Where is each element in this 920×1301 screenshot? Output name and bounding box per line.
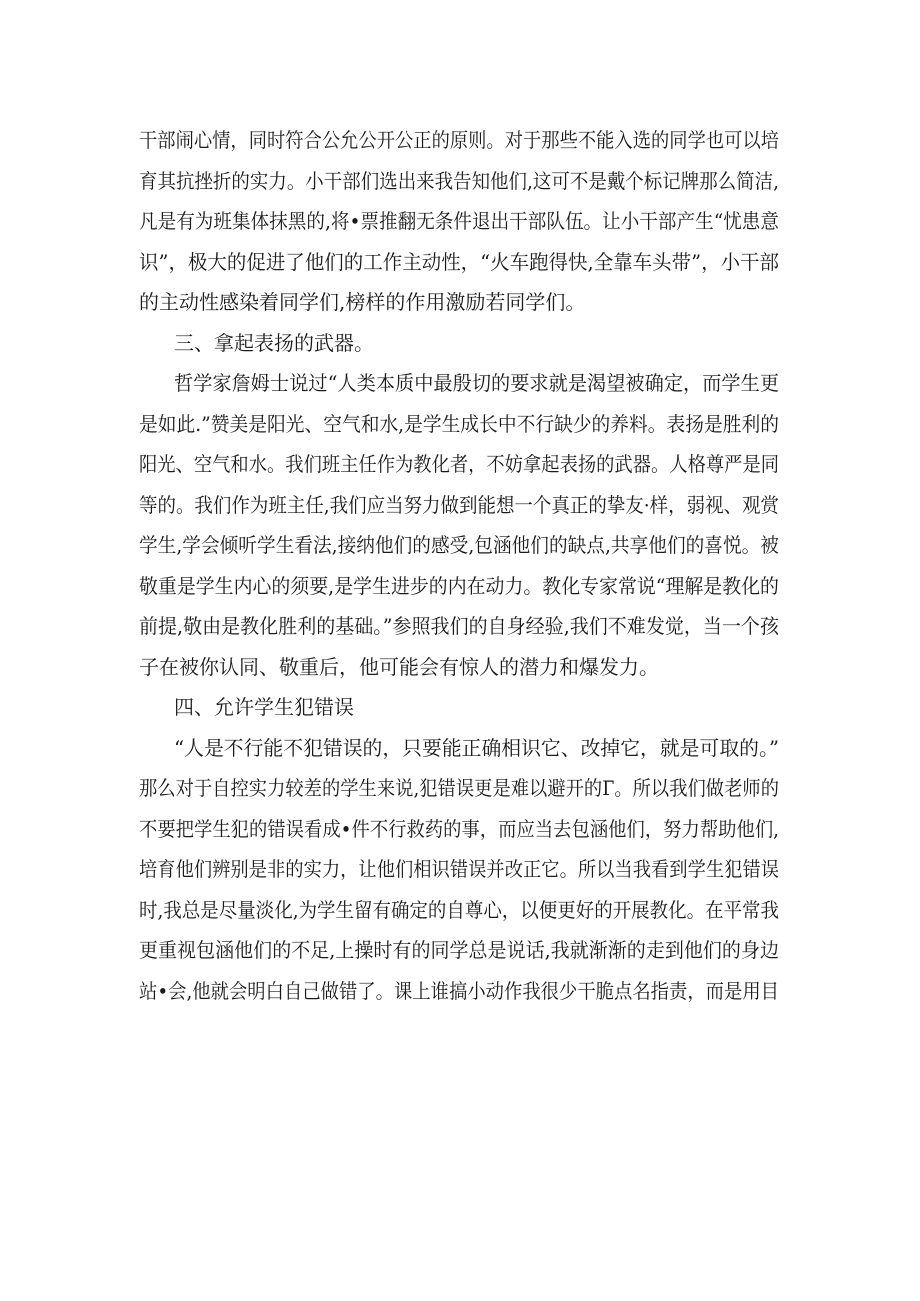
paragraph-1 xyxy=(139,120,779,323)
text-line: 更重视包涵他们的不足,上操时有的同学总是说话,我就渐渐的走到他们的身边 xyxy=(139,938,780,962)
text-line: 学生,学会倾听学生看法,接纳他们的感受,包涵他们的缺点,共享他们的喜悦。被 xyxy=(139,533,779,557)
document-body xyxy=(139,120,779,1011)
text-line: 时,我总是尽量淡化,为学生留有确定的自尊心，以便更好的开展教化。在平常我 xyxy=(139,897,780,922)
text-line: 的主动性感染着同学们,榜样的作用激励若同学们。 xyxy=(139,290,586,314)
text-line: 哲学家詹姆士说过“人类本质中最殷切的要求就是渴望被确定，而学生更 xyxy=(174,371,780,395)
section-heading-3: 三、拿起表扬的武器。 xyxy=(174,330,374,355)
paragraph-2 xyxy=(139,363,779,687)
text-line: 子在被你认同、敬重后，他可能会有惊人的潜力和爆发力。 xyxy=(139,654,659,679)
text-line: 是如此.”赞美是阳光、空气和水,是学生成长中不行缺少的养料。表扬是胜利的 xyxy=(139,411,779,436)
text-line: 育其抗挫折的实力。小干部们选出来我告知他们,这可不是戴个标记牌那么简洁, xyxy=(139,168,780,193)
paragraph-3 xyxy=(139,728,779,1012)
text-line: 那么对于自控实力较差的学生来说,犯错误更是难以避开的Г。所以我们做老师的 xyxy=(139,776,780,800)
text-line: 等的。我们作为班主任,我们应当努力做到能想一个真正的挚友·样，弱视、观赏 xyxy=(139,492,780,517)
text-line: 阳光、空气和水。我们班主任作为教化者，不妨拿起表扬的武器。人格尊严是同 xyxy=(139,452,780,476)
text-line: 不要把学生犯的错误看成•件不行救药的事，而应当去包涵他们，努力帮助他们, xyxy=(139,816,779,841)
section-heading-4: 四、允许学生犯错误 xyxy=(174,695,354,719)
text-line: 前提,敬由是教化胜利的基础。”参照我们的自身经验,我们不难发觉，当一个孩 xyxy=(139,614,779,638)
text-line: 识”，极大的促进了他们的工作主动性，“火车跑得快,全靠车头带”，小干部 xyxy=(139,249,780,274)
text-line: 敬重是学生内心的须要,是学生进步的内在动力。教化专家常说“理解是教化的 xyxy=(139,573,779,598)
text-line: “人是不行能不犯错误的，只要能正确相识它、改掉它，就是可取的。” xyxy=(174,735,780,760)
text-line: 站•会,他就会明白自己做错了。课上谁搞小动作我很少干脆点名指责，而是用目 xyxy=(139,978,779,1003)
text-line: 培育他们辨别是非的实力，让他们相识错误并改正它。所以当我看到学生犯错误 xyxy=(139,857,780,881)
text-line: 干部闹心情，同时符合公允公开公正的原则。对于那些不能入选的同学也可以培 xyxy=(139,128,780,152)
text-line: 凡是有为班集体抹黑的,将•票推翻无条件退出干部队伍。让小干部产生“忧患意 xyxy=(139,209,779,233)
